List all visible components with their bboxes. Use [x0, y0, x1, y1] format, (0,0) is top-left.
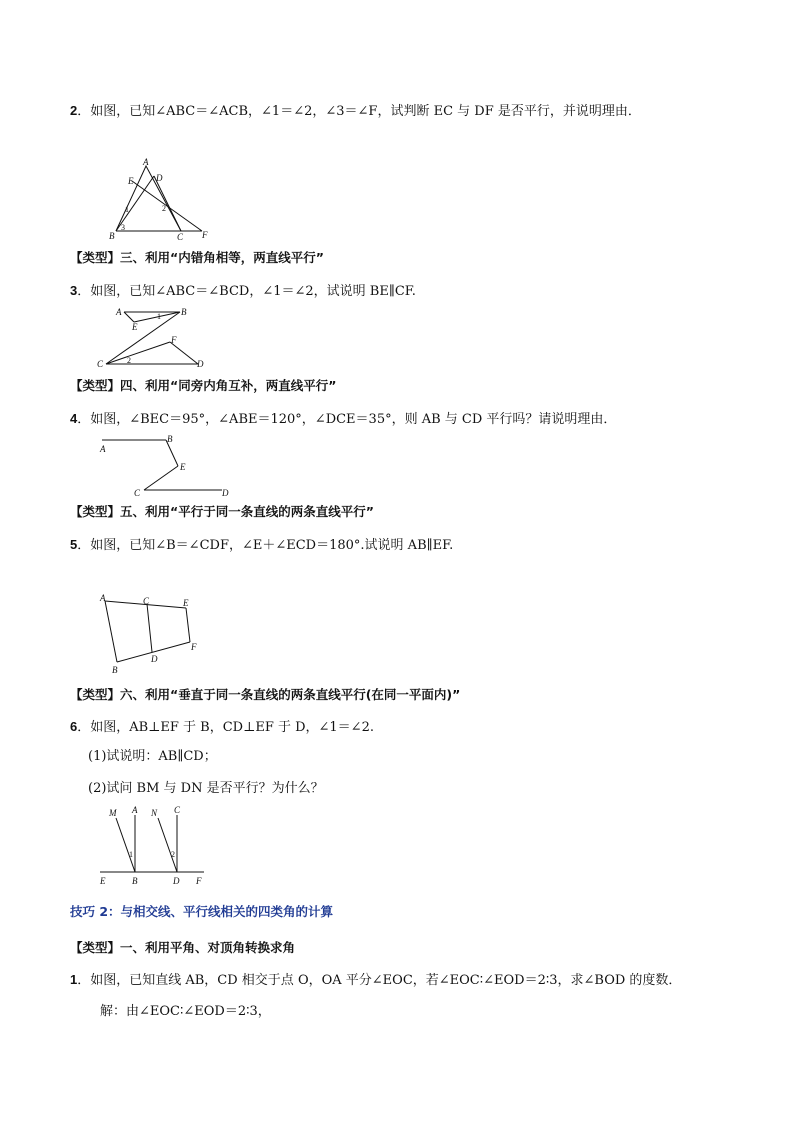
figure-q6: [96, 802, 216, 888]
angle-2: 2: [127, 356, 131, 365]
label-F: F: [191, 642, 197, 652]
type-heading-3: 【类型】三、利用“内错角相等，两直线平行”: [70, 250, 324, 265]
question-number: 4: [70, 411, 78, 426]
question-2: [70, 102, 641, 121]
figure-q2-triangle: [108, 158, 218, 242]
question-number: 3: [70, 283, 78, 298]
label-D: D: [173, 876, 180, 886]
label-A: A: [100, 593, 106, 603]
type-heading-1: 【类型】一、利用平角、对顶角转换求角: [70, 940, 296, 955]
question-6-part-2: (2)试问 BM 与 DN 是否平行？为什么？: [88, 781, 324, 796]
question-1: [70, 971, 681, 990]
label-B: B: [112, 665, 118, 675]
label-B: B: [167, 434, 173, 444]
question-text: ．如图，已知直线 AB，CD 相交于点 O，OA 平分∠EOC，若∠EOC∶∠EOD＝2∶3，求∠BOD 的度数．: [77, 973, 682, 988]
label-C: C: [143, 596, 150, 606]
label-C: C: [134, 488, 141, 498]
question-4: [70, 410, 616, 429]
label-C: C: [177, 232, 184, 242]
solution-line: 解：由∠EOC∶∠EOD＝2∶3，: [100, 1004, 271, 1019]
label-E: E: [183, 598, 189, 608]
label-D: D: [222, 488, 229, 498]
question-number: 5: [70, 537, 78, 552]
figure-q4: [96, 432, 236, 498]
question-number: 6: [70, 719, 78, 734]
label-F: F: [171, 335, 177, 345]
label-E: E: [132, 322, 138, 332]
label-F: F: [202, 230, 208, 240]
label-B: B: [109, 231, 115, 241]
angle-1: 1: [157, 312, 161, 321]
question-3: [70, 282, 416, 301]
question-text: ．如图，已知∠B＝∠CDF，∠E＋∠ECD＝180°.试说明 AB∥EF.: [77, 538, 454, 553]
angle-2: 2: [171, 850, 175, 859]
label-C: C: [174, 805, 181, 815]
type-heading-5: 【类型】五、利用“平行于同一条直线的两条直线平行”: [70, 504, 374, 519]
label-D: D: [197, 359, 204, 369]
label-C: C: [97, 359, 104, 369]
label-B: B: [132, 876, 138, 886]
label-M: M: [109, 808, 117, 818]
label-A: A: [100, 444, 106, 454]
label-E: E: [180, 462, 186, 472]
question-5: [70, 536, 453, 555]
angle-1: 1: [125, 205, 129, 214]
type-heading-4: 【类型】四、利用“同旁内角互补，两直线平行”: [70, 378, 337, 393]
question-6: [70, 718, 374, 737]
question-number: 2: [70, 103, 78, 118]
label-D: D: [151, 654, 158, 664]
question-text: ．如图，已知∠ABC＝∠BCD，∠1＝∠2，试说明 BE∥CF.: [77, 284, 416, 299]
label-A: A: [132, 805, 138, 815]
figure-q5: [96, 590, 216, 678]
label-E: E: [100, 876, 106, 886]
angle-1: 1: [129, 850, 133, 859]
question-text: ．如图，∠BEC＝95°，∠ABE＝120°，∠DCE＝35°，则 AB 与 CD 平行吗？请说明理由．: [77, 412, 617, 427]
figure-q3: [96, 304, 216, 370]
question-number: 1: [70, 972, 78, 987]
question-text: ．如图，已知∠ABC＝∠ACB，∠1＝∠2，∠3＝∠F，试判断 EC 与 DF 是否平行，并说明理由．: [77, 104, 641, 119]
question-6-part-1: (1)试说明：AB∥CD；: [88, 749, 217, 764]
label-F: F: [196, 876, 202, 886]
label-A: A: [116, 307, 122, 317]
angle-3: 3: [121, 223, 125, 232]
label-B: B: [181, 307, 187, 317]
label-D: D: [156, 173, 163, 183]
angle-2: 2: [162, 204, 166, 213]
label-E: E: [128, 176, 134, 186]
question-text: ．如图，AB⊥EF 于 B，CD⊥EF 于 D，∠1＝∠2.: [77, 720, 374, 735]
type-heading-6: 【类型】六、利用“垂直于同一条直线的两条直线平行(在同一平面内)”: [70, 687, 461, 702]
label-A: A: [143, 158, 149, 167]
section-heading: 技巧 2：与相交线、平行线相关的四类角的计算: [70, 904, 334, 919]
label-N: N: [151, 808, 158, 818]
